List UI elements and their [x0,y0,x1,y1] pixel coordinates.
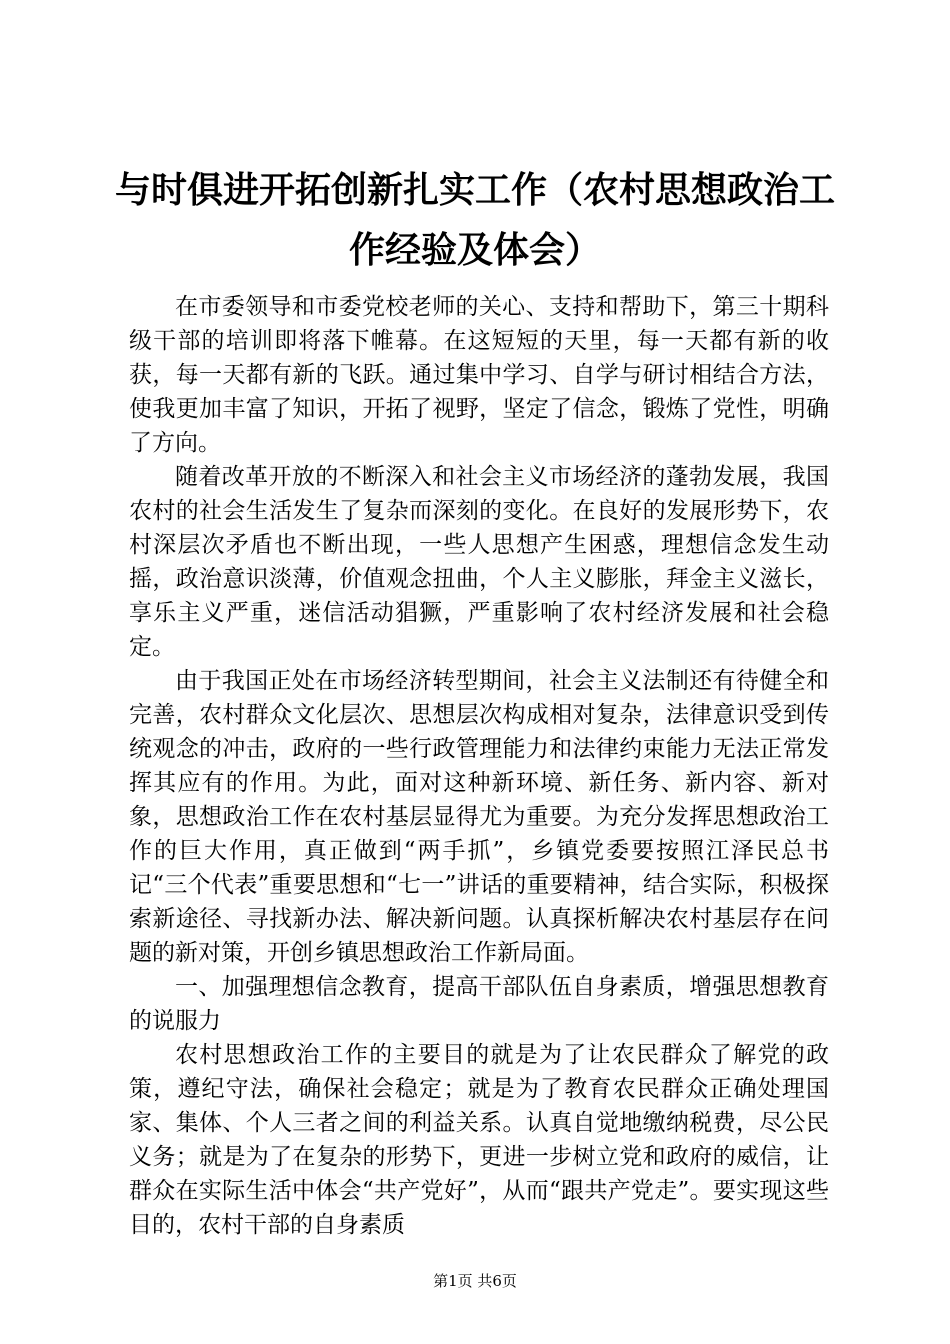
paragraph-importance: 由于我国正处在市场经济转型期间，社会主义法制还有待健全和完善，农村群众文化层次、思想层次构成相对复杂，法律意识受到传统观念的冲击，政府的一些行政管理能力和法律约束能力无法正常发挥其应有的作用。为此，面对这种新环境、新任务、新内容、新对象，思想政治工作在农村基层显得尤为重要。为充分发挥思想政治工作的巨大作用，真正做到“两手抓”，乡镇党委要按照江泽民总书记“三个代表”重要思想和“七一”讲话的重要精神，结合实际，积极探索新途径、寻找新办法、解决新问题。认真探析解决农村基层存在问题的新对策，开创乡镇思想政治工作新局面。 [129,668,829,966]
document-title: 与时俱进开拓创新扎实工作（农村思想政治工作经验及体会） [114,169,835,271]
paragraph-section-1: 农村思想政治工作的主要目的就是为了让农民群众了解党的政策，遵纪守法，确保社会稳定；就是为了教育农民群众正确处理国家、集体、个人三者之间的利益关系。认真自觉地缴纳税费，尽公民义务；就是为了在复杂的形势下，更进一步树立党和政府的威信，让群众在实际生活中体会“共产党好”，从而“跟共产党走”。要实现这些目的，农村干部的自身素质 [129,1042,829,1238]
page-number-footer: 第1页 共6页 [433,1272,517,1290]
document-body [129,290,829,1242]
paragraph-intro: 在市委领导和市委党校老师的关心、支持和帮助下，第三十期科级干部的培训即将落下帷幕。在这短短的天里，每一天都有新的收获，每一天都有新的飞跃。通过集中学习、自学与研讨相结合方法，使我更加丰富了知识，开拓了视野，坚定了信念，锻炼了党性，明确了方向。 [129,294,829,456]
section-heading-1: 一、加强理想信念教育，提高干部队伍自身素质，增强思想教育的说服力 [129,974,829,1034]
paragraph-background: 随着改革开放的不断深入和社会主义市场经济的蓬勃发展，我国农村的社会生活发生了复杂而深刻的变化。在良好的发展形势下，农村深层次矛盾也不断出现，一些人思想产生困惑，理想信念发生动摇，政治意识淡薄，价值观念扭曲，个人主义膨胀，拜金主义滋长，享乐主义严重，迷信活动猖獗，严重影响了农村经济发展和社会稳定。 [129,464,829,660]
